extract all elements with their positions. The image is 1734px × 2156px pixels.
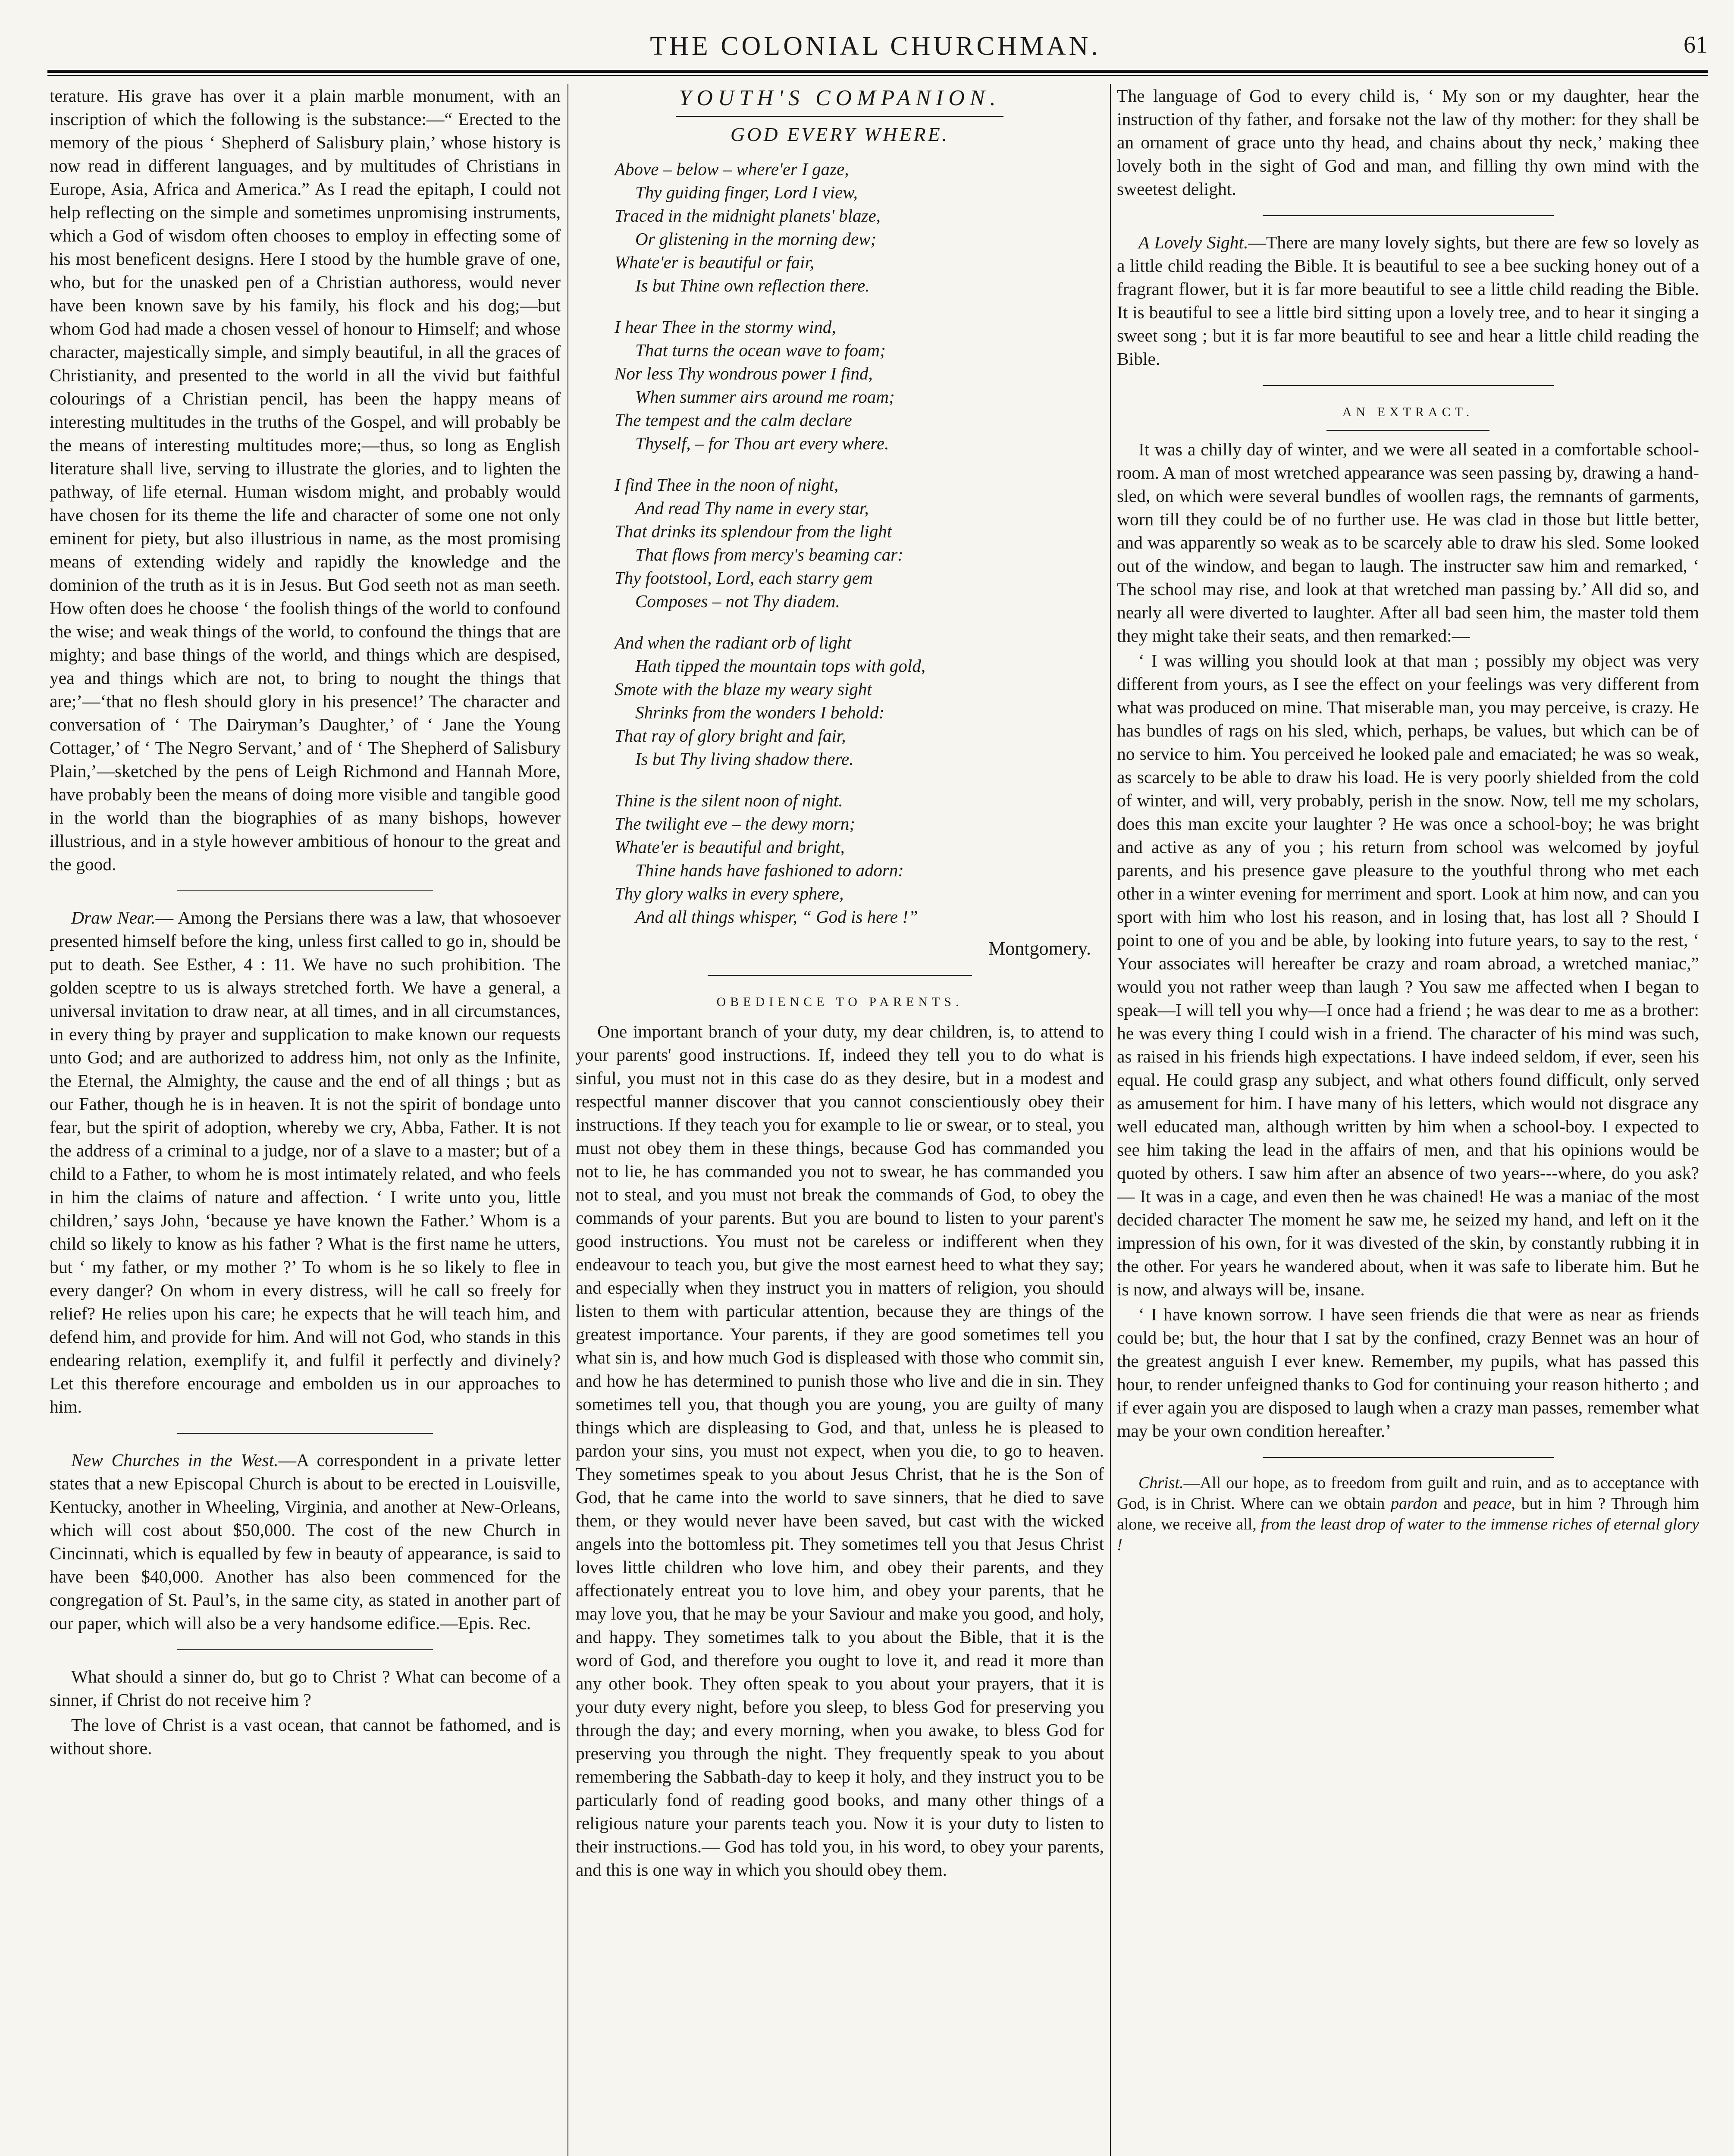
separator — [1326, 430, 1489, 431]
poem-line: Thy footstool, Lord, each starry gem — [615, 568, 873, 588]
section-title: YOUTH'S COMPANION. — [679, 86, 1001, 110]
poem-line: Whate'er is beautiful or fair, — [615, 252, 815, 272]
column-right — [1117, 84, 1699, 2156]
poem-stanza — [615, 157, 1104, 297]
poem-line: Thy glory walks in every sphere, — [615, 884, 844, 903]
new-churches-body: —A correspondent in a private letter states that a new Episcopal Church is about to be erected in Louisville, Kentucky, another in Wheeling, Virginia, and another at New-Orleans, which will cost about $50,000. The cost of the new Church in Cincinnati, which is equalled by few in beauty of appearance, is said to have been $40,000. Another has also been commenced for the congregation of St. Paul’s, in the same city, as stated in another part of our paper, which will also be a very handsome edifice.—Epis. Rec. — [50, 1450, 561, 1633]
poem-stanza — [615, 631, 1104, 771]
separator — [676, 116, 1004, 117]
love-of-christ-paragraph: The love of Christ is a vast ocean, that cannot be fathomed, and is without shore. — [50, 1715, 561, 1758]
header-rule — [47, 70, 1708, 73]
separator — [1263, 215, 1554, 216]
christ-text: , but in him ? Through him alone, we receive all, — [1117, 1495, 1699, 1533]
obedience-article: One important branch of your duty, my dear children, is, to attend to your parents' good instructions. If, indeed they tell you to do what is sinful, you must not in this case do as they desire, but in a modest and respectful manner discover that you cannot conscientiously obey their instructions. If they teach you for example to lie or swear, or to steal, you must not obey them in these things, because God has commanded you not to lie, he has commanded you not to swear, he has commanded you not to steal, and you must not break the commands of God, to obey the commands of your parents. But you are bound to listen to your parent's good instructions. You must not be careless or indifferent when they endeavour to teach you, but give the most earnest heed to what they say; and especially when they instruct you in matters of religion, you should listen to them with particular attention, because they are things of the greatest importance. Your parents, if they are good sometimes tell you what sin is, and how much God is displeased with those who commit sin, and how he has determined to punish those who live and die in sin. They sometimes tell you, that though you are young, you are guilty of many things which are displeasing to God, and that, unless he is pleased to pardon your sins, you must not expect, when you die, to go to heaven. They sometimes speak to you about Jesus Christ, that he is the Son of God, that he came into the world to save sinners, that he died to save them, or they would never have been saved, but cast with the wicked angels into the bottomless pit. They sometimes tell you that Jesus Christ loves little children who love him, and obey their parents, and they affectionately entreat you to love him, and obey your parents, that he may love you, that he may be your Saviour and make you good, and holy, and happy. They sometimes talk to you about the Bible, that it is the word of God, and therefore you ought to love it, and read it more than any other book. They often speak to you about your prayers, that it is your duty every night, before you sleep, to bless God for preserving you through the day; and every morning, when you awake, to bless God for preserving you through the night. They frequently speak to you about remembering the Sabbath-day to keep it holy, and they instruct you to be particularly fond of reading good books, and many other things of a religious nature your parents teach you. Now it is your duty to listen to their instructions.— God has told you, in his word, to obey your parents, and this is one way in which you should obey them. — [576, 1022, 1104, 1880]
poem-line: Thine is the silent noon of night. — [615, 790, 843, 810]
christ-ending: from the least drop of water to the immense riches of eternal glory ! — [1117, 1515, 1699, 1554]
page-number: 61 — [1684, 31, 1708, 58]
poem-line: Thy guiding finger, Lord I view, — [635, 182, 858, 202]
poem-line: That flows from mercy's beaming car: — [635, 545, 903, 564]
poem-line: Is but Thine own reflection there. — [635, 276, 870, 295]
poem-line: That ray of glory bright and fair, — [615, 726, 846, 746]
page-header — [43, 31, 1708, 70]
poem-title: GOD EVERY WHERE. — [730, 123, 950, 145]
shepherd-article: terature. His grave has over it a plain marble monument, with an inscription of which the following is the substance:—“ Erected to the memory of the pious ‘ Shepherd of Salisbury plain,’ whose history is now read in different languages, and by multitudes of Christians in Europe, Asia, Africa and America.” As I read the epitaph, I could not help reflecting on the simple and sometimes unpromising instruments, which a God of wisdom often chooses to employ in effecting some of his most beneficent designs. Here I stood by the humble grave of one, who, but for the unasked pen of a Christian authoress, would never have been known save by his family, his flock and his dog;—but whom God had made a chosen vessel of honour to Himself; and whose character, majestically simple, and simply beautiful, in all the graces of Christianity, and presented to the world in all the vivid but faithful colourings of a Christian pencil, has been the happy means of interesting multitudes in the truths of the Gospel, and will probably be the means of interesting multitudes more;—thus, so long as English literature shall live, serving to illustrate the glories, and to lighten the pathway, of life eternal. Human wisdom might, and probably would have chosen for its theme the life and character of some one not only eminent for piety, but also illustrious in name, as the most promising means of extending widely and rapidly the knowledge and the dominion of the truth as it is in Jesus. But God seeth not as man seeth. How often does he choose ‘ the foolish things of the world to confound the wise; and weak things of the world, to confound the things that are mighty; and base things of the world, and things which are despised, yea and things which are not, to bring to nought the things that are;’—‘that no flesh should glory in his presence!’ The character and conversation of ‘ The Dairyman’s Daughter,’ of ‘ Jane the Young Cottager,’ of ‘ The Negro Servant,’ and of ‘ The Shepherd of Salisbury Plain,’—sketched by the pens of Leigh Richmond and Hannah More, have probably been the means of doing more visible and tangible good in the world than the biographies of as many bishops, however illustrious, and in a style however ambitious of honour to the great and the good. — [50, 86, 561, 874]
christ-title: Christ. — [1138, 1474, 1184, 1492]
lovely-sight-body: —There are many lovely sights, but there are few so lovely as a little child reading the Bible. It is beautiful to see a bee sucking honey out of a fragrant flower, but it is far more beautiful to see a little child reading the Bible. It is beautiful to see a little bird sitting upon a lovely tree, and to hear it singing a sweet song ; but it is far more beautiful to see and hear a little child reading the Bible. — [1117, 232, 1699, 369]
column-middle — [576, 84, 1104, 2156]
obedience-heading: OBEDIENCE TO PARENTS. — [716, 995, 963, 1009]
poem-line: The twilight eve – the dewy morn; — [615, 814, 855, 834]
extract-paragraph-1: It was a chilly day of winter, and we were all seated in a comfortable school-room. A man of most wretched appearance was seen passing by, drawing a hand-sled, on which were several bundles of woollen rags, the remnants of garments, worn till they could be of no further use. He was clad in those but little better, and was apparently so weak as to be scarcely able to draw his sled. Some looked out of the window, and began to laugh. The instructer saw him and remarked, ‘ The school may rise, and look at that wretched man passing by.’ All did so, and nearly all were diverted to laughter. After all bad seen him, the master told them they might take their seats, and then remarked:— — [1117, 439, 1699, 646]
poem-line: And all things whisper, “ God is here !” — [635, 907, 918, 927]
christ-text: —All our hope, as to freedom from guilt and ruin, and as to acceptance with God, is in Christ. Where can we obtain — [1117, 1474, 1699, 1513]
new-churches-article — [50, 1448, 561, 1635]
poem — [615, 157, 1104, 928]
christ-pardon: pardon — [1391, 1495, 1438, 1513]
language-of-god-paragraph: The language of God to every child is, ‘ My son or my daughter, hear the instruction of thy father, and forsake not the law of thy mother: for they shall be an ornament of grace unto thy head, and chains about thy neck,’ making thee lovely both in the sight of God and man, and filling thy own mind with the sweetest delight. — [1117, 86, 1699, 199]
header-rule-thin — [47, 75, 1708, 76]
poem-line: That drinks its splendour from the light — [615, 521, 892, 541]
separator — [1263, 1457, 1554, 1458]
column-left — [50, 84, 561, 2156]
poem-line: Smote with the blaze my weary sight — [615, 679, 872, 699]
poem-line: The tempest and the calm declare — [615, 410, 852, 430]
poem-line: Composes – not Thy diadem. — [635, 591, 840, 611]
poem-line: Nor less Thy wondrous power I find, — [615, 364, 873, 383]
separator — [177, 1649, 433, 1650]
poem-line: I hear Thee in the stormy wind, — [615, 317, 836, 337]
poem-line: Or glistening in the morning dew; — [635, 229, 877, 249]
lovely-sight-article — [1117, 231, 1699, 370]
lovely-sight-title: A Lovely Sight. — [1138, 232, 1248, 252]
poem-line: Traced in the midnight planets' blaze, — [615, 206, 881, 226]
poem-author: Montgomery. — [988, 938, 1091, 959]
sinner-paragraph: What should a sinner do, but go to Christ ? What can become of a sinner, if Christ do not receive him ? — [50, 1667, 561, 1710]
poem-stanza — [615, 315, 1104, 455]
poem-line: Shrinks from the wonders I behold: — [635, 702, 885, 722]
poem-line: That turns the ocean wave to foam; — [635, 340, 886, 360]
extract-paragraph-2: ‘ I was willing you should look at that man ; possibly my object was very different from yours, as I see the effect on your feelings was very different from what was produced on mine. That miserable man, you may perceive, is crazy. He has bundles of rags on his sled, which, perhaps, be values, but which can be of no service to him. You perceived he looked pale and emaciated; he was so weak, as scarcely to be able to draw his load. He is very poorly shielded from the cold of winter, and will, very probably, perish in the snow. Now, tell me my scholars, does this man excite your laughter ? He was once a school-boy; he was bright and active as any of you ; his return from school was welcomed by joyful parents, and his presence gave pleasure to the youthful throng who met each other in a winter evening for merriment and sport. Look at him now, and can you sport with him who lost his reason, and in losing that, has lost all ? Should I point to one of you and be able, by looking into future years, to say to the rest, ‘ Your associates will hereafter be crazy and roam abroad, a wretched maniac,” would you not rather weep than laugh ? You saw me affected when I began to speak—I will tell you why—I once had a friend ; he was dear to me as a brother: he was every thing I could wish in a friend. The character of his mind was such, as raised in his friends high expectations. I have indeed seldom, if ever, seen his equal. He could grasp any subject, and what others found difficult, only served as amusement for him. I have many of his letters, which would not disgrace any well educated man, although written by him when a school-boy. I expected to see him taking the lead in the affairs of men, and that his opinions would be quoted by others. I saw him after an absence of two years---where, do you ask?— It was in a cage, and even then he was chained! He was a maniac of the most decided character The moment he saw me, he seized my hand, and left on it the impression of his own, for it was divested of the skin, by constantly rubbing it in the other. For years he wandered about, when it was safe to liberate him. But he is now, and always will be, insane. — [1117, 651, 1699, 1299]
separator — [708, 975, 972, 976]
separator — [177, 890, 433, 891]
poem-line: Is but Thy living shadow there. — [635, 749, 854, 769]
poem-line: And read Thy name in every star, — [635, 498, 869, 518]
extract-paragraph-3: ‘ I have known sorrow. I have seen friends die that were as near as friends could be; but, the hour that I sat by the confined, crazy Bennet was an hour of the greatest anguish I ever knew. Remember, my pupils, what has passed this hour, to render unfeigned thanks to God for continuing your reason hitherto ; and if ever again you are disposed to laugh when a crazy man passes, remember what may be your own condition hereafter.’ — [1117, 1304, 1699, 1441]
extract-heading: AN EXTRACT. — [1342, 405, 1474, 419]
christ-article — [1117, 1473, 1699, 1555]
draw-near-article — [50, 906, 561, 1418]
new-churches-title: New Churches in the West. — [71, 1450, 279, 1470]
poem-line: Whate'er is beautiful and bright, — [615, 837, 845, 857]
column-divider — [1110, 84, 1111, 2156]
separator — [1263, 385, 1554, 386]
poem-stanza — [615, 789, 1104, 928]
separator — [177, 1433, 433, 1434]
poem-line: Thyself, – for Thou art every where. — [635, 433, 889, 453]
christ-peace: peace — [1473, 1495, 1511, 1513]
poem-line: Above – below – where'er I gaze, — [615, 159, 849, 179]
poem-line: Thine hands have fashioned to adorn: — [635, 860, 904, 880]
poem-line: I find Thee in the noon of night, — [615, 475, 839, 495]
poem-stanza — [615, 473, 1104, 613]
draw-near-body: — Among the Persians there was a law, that whosoever presented himself before the king, unless first called to go in, should be put to death. See Esther, 4 : 11. We have no such prohibition. The golden sceptre to us is always stretched forth. We have a general, a universal invitation to draw near, at all times, and in all circumstances, in every thing by prayer and supplication to make known our requests unto God; and are authorized to address him, not only as the Infinite, the Eternal, the Almighty, the cause and the end of all things ; but as our Father, though he is in heaven. It is not the spirit of bondage unto fear, but the spirit of adoption, whereby we cry, Abba, Father. It is not the address of a criminal to a judge, nor of a slave to a master; but of a child to a Father, to whom he is most intimately related, and who feels in him the claims of nature and affection. ‘ I write unto you, little children,’ says John, ‘because ye have known the Father.’ Whom is a child so likely to know as his father ? What is the first name he utters, but ‘ my father, or my mother ?’ To whom is he so likely to flee in every danger? On whom in every distress, will he call so freely for relief? He relies upon his care; he expects that he will teach him, and defend him, and provide for him. And will not God, who stands in this endearing relation, exemplify it, and fulfil it perfectly and divinely? Let this therefore encourage and embolden us in our approaches to him. — [50, 908, 561, 1416]
poem-line: And when the radiant orb of light — [615, 633, 851, 652]
masthead: THE COLONIAL CHURCHMAN. — [650, 31, 1101, 61]
christ-text: and — [1437, 1495, 1473, 1513]
poem-line: Hath tipped the mountain tops with gold, — [635, 656, 926, 676]
poem-line: When summer airs around me roam; — [635, 387, 895, 407]
draw-near-title: Draw Near. — [71, 908, 156, 928]
